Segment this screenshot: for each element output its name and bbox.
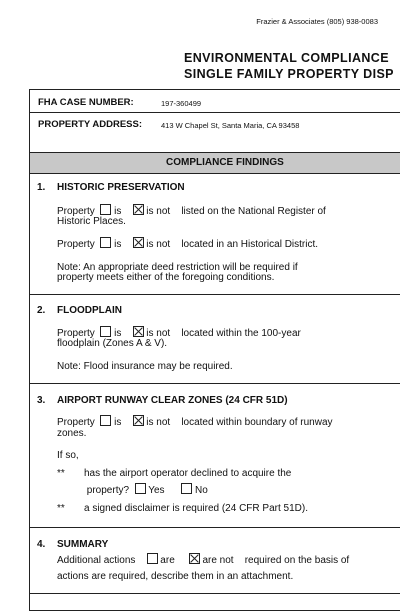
form-title-line2: SINGLE FAMILY PROPERTY DISP — [184, 67, 394, 81]
property-address-value: 413 W Chapel St, Santa Maria, CA 93458 — [161, 121, 300, 130]
historic-note-line2: property meets either of the foregoing conditions. — [57, 272, 275, 283]
floodplain-note: Note: Flood insurance may be required. — [57, 361, 233, 372]
section-4-heading: 4. SUMMARY — [37, 539, 109, 550]
floodplain-row: Property is is not located within the 100-year — [57, 328, 301, 339]
historic-note-line1: Note: An appropriate deed restriction will be required if — [57, 262, 298, 273]
airport-question-line1: has the airport operator declined to acquire the — [84, 468, 292, 479]
property-address-label: PROPERTY ADDRESS: — [38, 119, 142, 130]
bullet-marker: ** — [57, 503, 65, 514]
case-number-label: FHA CASE NUMBER: — [38, 97, 134, 108]
divider — [29, 112, 400, 113]
divider — [29, 383, 400, 384]
company-header: Frazier & Associates (805) 938-0083 — [256, 17, 378, 26]
compliance-findings-title: COMPLIANCE FINDINGS — [166, 157, 284, 168]
checkbox-is[interactable] — [100, 415, 111, 426]
compliance-findings-band — [30, 152, 400, 174]
airport-question-line2: property? Yes No — [86, 485, 208, 496]
checkbox-are-not-checked[interactable] — [189, 553, 200, 564]
historic-register-row: Property is is not listed on the National Register of — [57, 206, 326, 217]
section-1-heading: 1. HISTORIC PRESERVATION — [37, 182, 185, 193]
section-3-heading: 3. AIRPORT RUNWAY CLEAR ZONES (24 CFR 51D) — [37, 395, 288, 406]
divider — [29, 593, 400, 594]
checkbox-is-not-checked[interactable] — [133, 415, 144, 426]
summary-row: Additional actions are are not required on the basis of — [57, 555, 350, 566]
checkbox-is-not-checked[interactable] — [133, 326, 144, 337]
case-number-value: 197-360499 — [161, 99, 202, 108]
historic-register-row-cont: Historic Places. — [57, 216, 126, 227]
bullet-marker: ** — [57, 468, 65, 479]
if-so-label: If so, — [57, 450, 79, 461]
form-title-line1: ENVIRONMENTAL COMPLIANCE — [184, 51, 389, 65]
checkbox-are[interactable] — [147, 553, 158, 564]
divider — [29, 527, 400, 528]
checkbox-no[interactable] — [181, 483, 192, 494]
runway-row-cont: zones. — [57, 428, 87, 439]
disclaimer-note: a signed disclaimer is required (24 CFR Part 51D). — [84, 503, 308, 514]
checkbox-is[interactable] — [100, 326, 111, 337]
checkbox-is-not-checked[interactable] — [133, 237, 144, 248]
section-2-heading: 2. FLOODPLAIN — [37, 305, 122, 316]
checkbox-is[interactable] — [100, 204, 111, 215]
historic-district-row: Property is is not located in an Historical District. — [57, 239, 319, 250]
checkbox-is[interactable] — [100, 237, 111, 248]
floodplain-row-cont: floodplain (Zones A & V). — [57, 338, 168, 349]
runway-row: Property is is not located within boundary of runway — [57, 417, 333, 428]
checkbox-is-not-checked[interactable] — [133, 204, 144, 215]
summary-row-cont: actions are required, describe them in an attachment. — [57, 571, 294, 582]
divider — [29, 294, 400, 295]
checkbox-yes[interactable] — [135, 483, 146, 494]
